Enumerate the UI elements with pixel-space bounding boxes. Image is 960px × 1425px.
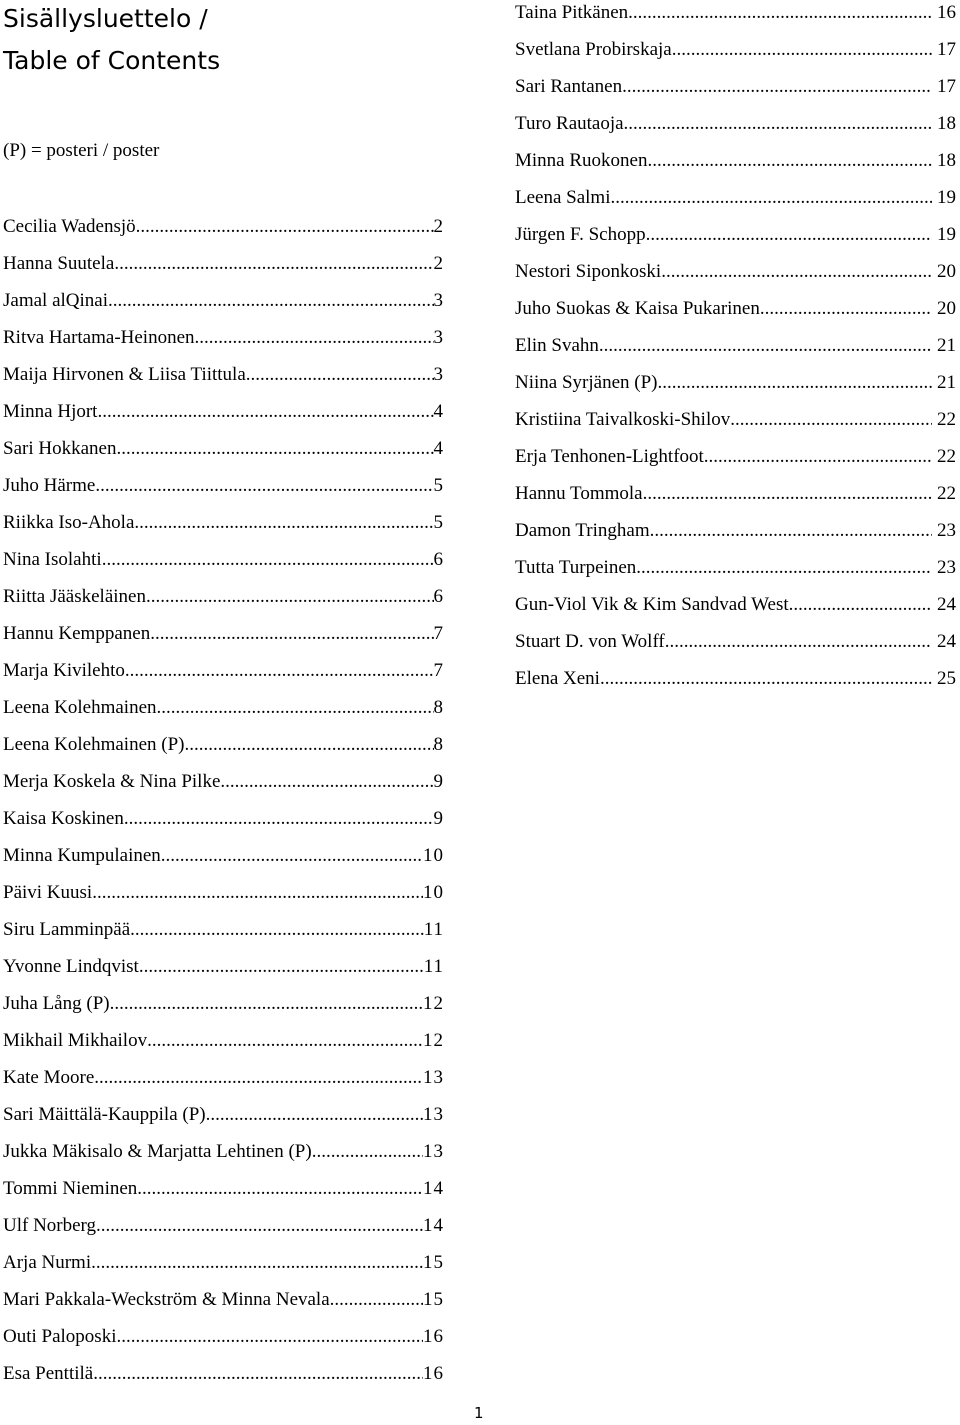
toc-entry[interactable] (3, 763, 444, 800)
toc-dot-leader (94, 1059, 423, 1096)
toc-dot-leader (97, 393, 433, 430)
toc-dot-leader (730, 401, 932, 438)
toc-entry-page: 6 (433, 549, 444, 570)
toc-entry-author: Erja Tenhonen-Lightfoot (515, 446, 704, 467)
toc-dot-leader (136, 208, 434, 245)
toc-entry-author: Marja Kivilehto (3, 660, 125, 681)
toc-entry-author: Minna Hjort (3, 401, 98, 422)
toc-entry-author: Juho Suokas & Kaisa Pukarinen (515, 298, 760, 319)
toc-entry[interactable] (3, 800, 444, 837)
toc-entry-author: Leena Kolehmainen (P) (3, 734, 185, 755)
toc-entry-author: Minna Kumpulainen (3, 845, 161, 866)
toc-entry-page: 9 (433, 771, 444, 792)
toc-dot-leader (157, 689, 434, 726)
toc-entry-author: Maija Hirvonen & Liisa Tiittula (3, 364, 246, 385)
toc-entry-page: 6 (433, 586, 444, 607)
toc-entry-page: 24 (937, 594, 956, 615)
toc-entry-page: 22 (937, 409, 956, 430)
toc-dot-leader (116, 430, 433, 467)
toc-dot-leader (206, 1096, 423, 1133)
toc-entry[interactable] (3, 356, 444, 393)
toc-entry-page: 13 (423, 1067, 444, 1088)
toc-entry-author: Sari Mäittälä-Kauppila (P) (3, 1104, 206, 1125)
toc-entry[interactable] (515, 401, 956, 438)
toc-entry[interactable] (3, 1059, 444, 1096)
toc-entry-page: 16 (423, 1326, 444, 1347)
toc-entry[interactable] (515, 586, 956, 623)
toc-entry-page: 19 (937, 224, 956, 245)
toc-entry-author: Elena Xeni (515, 668, 600, 689)
toc-entry-author: Gun-Viol Vik & Kim Sandvad West (515, 594, 789, 615)
toc-entry[interactable] (3, 1170, 444, 1207)
page-title-finnish: Sisällysluettelo / (3, 4, 208, 33)
toc-dot-leader (91, 1244, 423, 1281)
toc-dot-leader (647, 142, 932, 179)
toc-dot-leader (600, 660, 932, 697)
toc-dot-leader (147, 1022, 423, 1059)
toc-entry-page: 4 (433, 438, 444, 459)
toc-dot-leader (116, 1318, 423, 1355)
toc-entry[interactable] (3, 837, 444, 874)
toc-entry-page: 13 (423, 1141, 444, 1162)
toc-dot-leader (195, 319, 434, 356)
toc-dot-leader (220, 763, 433, 800)
toc-entry[interactable] (515, 142, 956, 179)
toc-dot-leader (124, 800, 434, 837)
toc-entry-page: 18 (937, 113, 956, 134)
toc-dot-leader (624, 105, 933, 142)
toc-dot-leader (789, 586, 933, 623)
toc-entry[interactable] (3, 985, 444, 1022)
toc-entry[interactable] (3, 393, 444, 430)
toc-column-right (515, 0, 956, 697)
toc-entry-page: 12 (423, 993, 444, 1014)
toc-dot-leader (661, 253, 932, 290)
toc-dot-leader (92, 874, 423, 911)
toc-entry[interactable] (3, 911, 444, 948)
toc-entry[interactable] (515, 623, 956, 660)
toc-entry-author: Riikka Iso-Ahola (3, 512, 135, 533)
toc-entry-author: Leena Salmi (515, 187, 611, 208)
toc-dot-leader (246, 356, 434, 393)
toc-dot-leader (184, 726, 433, 763)
toc-entry-author: Leena Kolehmainen (3, 697, 157, 718)
toc-entry[interactable] (3, 615, 444, 652)
toc-dot-leader (657, 364, 932, 401)
toc-entry[interactable] (515, 512, 956, 549)
toc-entry-author: Siru Lamminpää (3, 919, 131, 940)
toc-entry[interactable] (3, 467, 444, 504)
toc-entry-page: 3 (433, 364, 444, 385)
page-title-english: Table of Contents (3, 46, 221, 75)
toc-dot-leader (93, 1355, 423, 1392)
toc-entry-author: Damon Tringham (515, 520, 650, 541)
toc-dot-leader (114, 245, 433, 282)
toc-dot-leader (146, 578, 434, 615)
toc-entry-page: 3 (433, 290, 444, 311)
toc-entry[interactable] (3, 1096, 444, 1133)
toc-column-left (3, 208, 444, 1392)
toc-entry-page: 11 (423, 956, 444, 977)
toc-entry-author: Kate Moore (3, 1067, 95, 1088)
toc-entry[interactable] (515, 364, 956, 401)
toc-entry-author: Kristiina Taivalkoski-Shilov (515, 409, 731, 430)
toc-entry[interactable] (515, 68, 956, 105)
toc-entry-page: 16 (423, 1363, 444, 1384)
toc-entry-page: 21 (937, 372, 956, 393)
toc-entry-page: 24 (937, 631, 956, 652)
toc-entry-page: 14 (423, 1178, 444, 1199)
toc-entry[interactable] (3, 1318, 444, 1355)
toc-entry[interactable] (515, 0, 956, 31)
toc-entry-author: Hannu Tommola (515, 483, 643, 504)
toc-dot-leader (161, 837, 423, 874)
toc-entry-page: 17 (937, 39, 956, 60)
toc-entry-page: 7 (433, 623, 444, 644)
toc-entry-author: Stuart D. von Wolff (515, 631, 665, 652)
toc-dot-leader (672, 31, 933, 68)
toc-dot-leader (96, 1207, 423, 1244)
toc-entry-page: 3 (433, 327, 444, 348)
toc-entry[interactable] (3, 1022, 444, 1059)
toc-entry-author: Riitta Jääskeläinen (3, 586, 146, 607)
toc-entry[interactable] (3, 578, 444, 615)
toc-entry-page: 9 (433, 808, 444, 829)
toc-dot-leader (108, 282, 434, 319)
toc-entry-page: 2 (433, 216, 444, 237)
toc-dot-leader (665, 623, 932, 660)
toc-dot-leader (704, 438, 932, 475)
toc-entry-author: Päivi Kuusi (3, 882, 93, 903)
toc-entry-author: Jukka Mäkisalo & Marjatta Lehtinen (P) (3, 1141, 312, 1162)
toc-entry[interactable] (3, 1133, 444, 1170)
toc-entry-page: 16 (937, 2, 956, 23)
toc-entry[interactable] (3, 874, 444, 911)
page-number: 1 (474, 1404, 484, 1422)
toc-entry-page: 7 (433, 660, 444, 681)
toc-dot-leader (646, 216, 933, 253)
toc-entry-page: 11 (423, 919, 444, 940)
toc-entry[interactable] (515, 549, 956, 586)
toc-entry[interactable] (3, 1281, 444, 1318)
toc-entry-author: Cecilia Wadensjö (3, 216, 136, 237)
toc-entry[interactable] (515, 253, 956, 290)
toc-entry-page: 23 (937, 520, 956, 541)
toc-entry-author: Merja Koskela & Nina Pilke (3, 771, 221, 792)
toc-entry-author: Sari Hokkanen (3, 438, 117, 459)
toc-entry-author: Kaisa Koskinen (3, 808, 124, 829)
toc-entry-author: Ulf Norberg (3, 1215, 97, 1236)
toc-entry-page: 21 (937, 335, 956, 356)
toc-entry-author: Outi Paloposki (3, 1326, 117, 1347)
toc-dot-leader (102, 541, 434, 578)
toc-entry[interactable] (515, 290, 956, 327)
toc-dot-leader (643, 475, 933, 512)
toc-entry-page: 18 (937, 150, 956, 171)
toc-entry-author: Tutta Turpeinen (515, 557, 637, 578)
toc-entry-page: 20 (937, 298, 956, 319)
toc-dot-leader (110, 985, 423, 1022)
toc-entry[interactable] (515, 179, 956, 216)
toc-dot-leader (150, 615, 433, 652)
toc-entry-page: 22 (937, 483, 956, 504)
toc-entry-author: Taina Pitkänen (515, 2, 629, 23)
toc-entry-page: 10 (423, 845, 444, 866)
toc-entry-page: 4 (433, 401, 444, 422)
toc-dot-leader (95, 467, 433, 504)
toc-entry-author: Jamal alQinai (3, 290, 108, 311)
toc-entry[interactable] (3, 1244, 444, 1281)
poster-legend: (P) = posteri / poster (3, 140, 160, 161)
toc-entry[interactable] (515, 327, 956, 364)
toc-entry-author: Esa Penttilä (3, 1363, 94, 1384)
toc-entry-page: 13 (423, 1104, 444, 1125)
toc-dot-leader (312, 1133, 423, 1170)
toc-entry[interactable] (515, 438, 956, 475)
toc-entry-page: 20 (937, 261, 956, 282)
page-title (3, 0, 423, 82)
toc-entry[interactable] (3, 1207, 444, 1244)
toc-entry-page: 15 (423, 1252, 444, 1273)
toc-entry-author: Tommi Nieminen (3, 1178, 138, 1199)
toc-entry-author: Sari Rantanen (515, 76, 623, 97)
toc-entry-page: 19 (937, 187, 956, 208)
toc-dot-leader (125, 652, 434, 689)
toc-entry-author: Jürgen F. Schopp (515, 224, 646, 245)
toc-dot-leader (622, 68, 932, 105)
toc-entry-page: 8 (433, 734, 444, 755)
toc-entry[interactable] (515, 31, 956, 68)
toc-entry[interactable] (3, 948, 444, 985)
toc-dot-leader (137, 1170, 423, 1207)
toc-dot-leader (130, 911, 424, 948)
toc-dot-leader (330, 1281, 423, 1318)
toc-entry[interactable] (3, 726, 444, 763)
toc-entry-page: 14 (423, 1215, 444, 1236)
toc-entry-author: Minna Ruokonen (515, 150, 648, 171)
toc-entry[interactable] (515, 475, 956, 512)
toc-entry-page: 22 (937, 446, 956, 467)
toc-entry[interactable] (3, 208, 444, 245)
toc-dot-leader (650, 512, 933, 549)
toc-entry-author: Yvonne Lindqvist (3, 956, 139, 977)
toc-entry[interactable] (3, 245, 444, 282)
toc-entry-page: 8 (433, 697, 444, 718)
toc-entry-author: Nina Isolahti (3, 549, 102, 570)
toc-dot-leader (599, 327, 932, 364)
toc-entry[interactable] (3, 689, 444, 726)
toc-entry-page: 12 (423, 1030, 444, 1051)
toc-entry-author: Arja Nurmi (3, 1252, 92, 1273)
toc-entry-page: 23 (937, 557, 956, 578)
toc-entry-author: Svetlana Probirskaja (515, 39, 672, 60)
toc-entry-page: 5 (433, 475, 444, 496)
toc-dot-leader (628, 0, 932, 31)
toc-entry[interactable] (515, 105, 956, 142)
toc-entry-page: 17 (937, 76, 956, 97)
toc-entry[interactable] (3, 652, 444, 689)
toc-entry[interactable] (3, 319, 444, 356)
toc-entry-page: 5 (433, 512, 444, 533)
toc-dot-leader (611, 179, 933, 216)
toc-entry-author: Juho Härme (3, 475, 96, 496)
toc-entry[interactable] (515, 216, 956, 253)
toc-entry-author: Elin Svahn (515, 335, 599, 356)
toc-entry[interactable] (3, 282, 444, 319)
toc-entry-author: Mikhail Mikhailov (3, 1030, 148, 1051)
toc-entry-page: 15 (423, 1289, 444, 1310)
toc-entry[interactable] (515, 660, 956, 697)
toc-entry-author: Juha Lång (P) (3, 993, 110, 1014)
toc-entry-page: 10 (423, 882, 444, 903)
toc-entry-author: Turo Rautaoja (515, 113, 624, 134)
toc-entry-author: Mari Pakkala-Weckström & Minna Nevala (3, 1289, 330, 1310)
toc-dot-leader (134, 504, 433, 541)
toc-entry[interactable] (3, 1355, 444, 1392)
toc-dot-leader (760, 290, 932, 327)
toc-entry-author: Hannu Kemppanen (3, 623, 151, 644)
toc-dot-leader (636, 549, 932, 586)
toc-entry[interactable] (3, 541, 444, 578)
toc-entry-author: Ritva Hartama-Heinonen (3, 327, 195, 348)
toc-entry[interactable] (3, 430, 444, 467)
toc-entry[interactable] (3, 504, 444, 541)
toc-entry-author: Hanna Suutela (3, 253, 115, 274)
toc-entry-author: Nestori Siponkoski (515, 261, 662, 282)
toc-entry-page: 2 (433, 253, 444, 274)
toc-entry-author: Niina Syrjänen (P) (515, 372, 658, 393)
toc-entry-page: 25 (937, 668, 956, 689)
toc-dot-leader (139, 948, 424, 985)
